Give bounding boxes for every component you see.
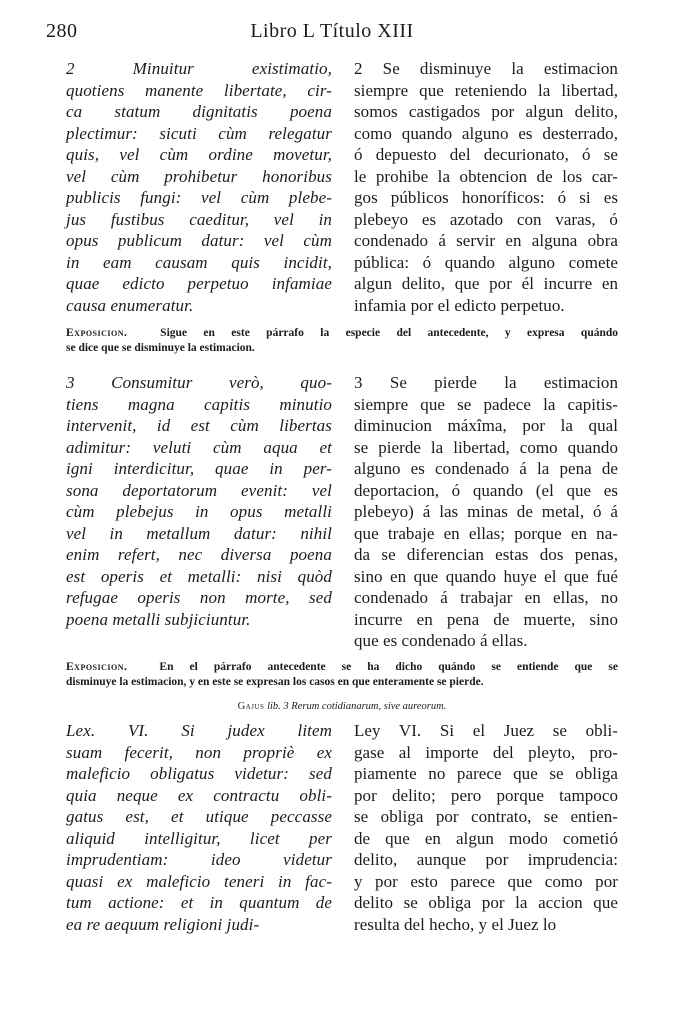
page-number: 280 [46, 20, 78, 42]
section-3-latin [66, 372, 332, 630]
text-line: tum actione: et in quantum de [66, 893, 332, 912]
section-2-latin [66, 58, 332, 316]
text-line: quia neque ex contractu obli- [66, 785, 332, 805]
source-citation [66, 700, 618, 714]
exposicion-line [66, 660, 618, 675]
source-author: Gajus [237, 701, 265, 712]
text-line: que es condenado á ellas. [354, 631, 528, 650]
text-line: tiens magna capitis minutio [66, 394, 332, 414]
text-line: in eam causam quis incidit, [66, 252, 332, 272]
text-line: de que en algun modo cometió [354, 828, 618, 848]
text-line: 3 Se pierde la estimacion [354, 373, 618, 392]
text-line: siempre que se padece la capitis- [354, 394, 618, 414]
text-line: igni interdicitur, quae in per- [66, 459, 332, 478]
text-line: poena metalli subjiciuntur. [66, 609, 251, 629]
text-line: causa enumeratur. [66, 295, 194, 315]
text-line: Ley VI. Si el Juez se obli- [354, 721, 618, 740]
lex-6-latin [66, 720, 332, 935]
text-line: jus fustibus caeditur, vel in [66, 209, 332, 229]
text-line: condenado á servir en alguna obra [354, 231, 618, 250]
text-line: gos públicos honoríficos: ó si es [354, 188, 618, 207]
text-line: se obliga por contrato, se entien- [354, 807, 618, 826]
text-line: algun delito, que por él incurre en [354, 274, 618, 293]
text-line: gase al importe del pleyto, pro- [354, 742, 618, 762]
text-line: quasi ex maleficio teneri in fac- [66, 871, 332, 891]
text-line: le prohibe la obtencion de los car- [354, 166, 618, 186]
text-line: suam fecerit, non propriè ex [66, 742, 332, 762]
text-line: se pierde la libertad, como quando [354, 437, 618, 457]
running-title: Libro L Título XIII [250, 20, 414, 42]
text-line: que trabaje en ellas; porque en na- [354, 523, 618, 543]
text-line: como quando alguno es desterrado, [354, 123, 618, 143]
section-2-spanish [354, 58, 618, 316]
text-line: ca statum dignitatis poena [66, 102, 332, 121]
text-line: por delito; pero porque tampoco [354, 785, 618, 805]
text-line: diminucion máxîma, por la qual [354, 416, 618, 435]
exposicion-note-1 [66, 326, 618, 356]
text-line: Lex. VI. Si judex litem [66, 721, 332, 740]
text-line: sona deportatorum evenit: vel [66, 480, 332, 500]
text-line: aliquid intelligitur, licet per [66, 828, 332, 848]
text-line: enim refert, nec diversa poena [66, 545, 332, 564]
text-line: delito, aunque por imprudencia: [354, 850, 618, 869]
text-line: publicis fungi: vel cùm plebe- [66, 188, 332, 207]
exposicion-label: Exposicion. [66, 661, 128, 673]
exposicion-line: se dice que se disminuye la estimacion. [66, 342, 255, 354]
text-line: condenado á trabajar en ellas, no [354, 588, 618, 607]
exposicion-note-2 [66, 660, 618, 690]
text-line: intervenit, id est cùm libertas [66, 416, 332, 435]
text-line: adimitur: veluti cùm aqua et [66, 437, 332, 457]
text-line: vel cùm prohibetur honoribus [66, 166, 332, 186]
text-line: gatus est, et utique peccasse [66, 807, 332, 826]
text-line: pública: ó quando alguno comete [354, 252, 618, 272]
text-line: plebeyo es azotado con varas, ó [354, 209, 618, 229]
text-line: resulta del hecho, y el Juez lo [354, 914, 557, 934]
text-line: refugae operis non morte, sed [66, 588, 332, 607]
text-line: ó depuesto del decurionato, ó se [354, 145, 618, 164]
text-line: opus publicum datur: vel cùm [66, 231, 332, 250]
text-line: plebeyo) á las minas de metal, ó á [354, 502, 618, 521]
text-line: est operis et metalli: nisi quòd [66, 566, 332, 586]
text-line: piamente no parece que se obliga [354, 764, 618, 783]
section-3-spanish [354, 372, 618, 652]
exposicion-text: En el párrafo antecedente se ha dicho quándo se entiende que se [159, 661, 618, 673]
text-line: siempre que reteniendo la libertad, [354, 80, 618, 100]
text-line: imprudentiam: ideo videtur [66, 850, 332, 869]
text-line: incurre en pena de muerte, sino [354, 609, 618, 629]
text-line: 3 Consumitur verò, quo- [66, 373, 332, 392]
source-work: lib. 3 Rerum cotidianarum, sive aureorum. [267, 701, 447, 712]
text-line: y por esto parece que como por [354, 871, 618, 891]
lex-6-spanish [354, 720, 618, 935]
text-line: vel in metallum datur: nihil [66, 523, 332, 543]
text-line: maleficio obligatus videtur: sed [66, 764, 332, 783]
exposicion-line: disminuye la estimacion, y en este se expresan los casos en que enteramente se pierde. [66, 676, 484, 688]
text-line: delito se obliga por la accion que [354, 893, 618, 912]
text-line: 2 Se disminuye la estimacion [354, 59, 618, 78]
text-line: infamia por el edicto perpetuo. [354, 295, 565, 315]
text-line: somos castigados por algun delito, [354, 102, 618, 121]
text-line: da se diferencian estas dos penas, [354, 545, 618, 564]
exposicion-text: Sigue en este párrafo la especie del antecedente, y expresa quándo [160, 327, 619, 339]
page-header [46, 20, 618, 48]
text-line: cùm plebejus in opus metalli [66, 502, 332, 521]
text-line: quae edicto perpetuo infamiae [66, 274, 332, 293]
text-line: ea re aequum religioni judi- [66, 914, 260, 934]
text-line: deportacion, ó quando (el que es [354, 480, 618, 500]
exposicion-line [66, 326, 618, 341]
text-line: alguno es condenado á la pena de [354, 459, 618, 478]
text-line: plectimur: sicuti cùm relegatur [66, 123, 332, 143]
exposicion-label: Exposicion. [66, 327, 128, 339]
text-line: quis, vel cùm ordine movetur, [66, 145, 332, 164]
text-line: 2 Minuitur existimatio, [66, 59, 332, 78]
text-line: sino en que quando huye el que fué [354, 566, 618, 586]
text-line: quotiens manente libertate, cir- [66, 80, 332, 100]
